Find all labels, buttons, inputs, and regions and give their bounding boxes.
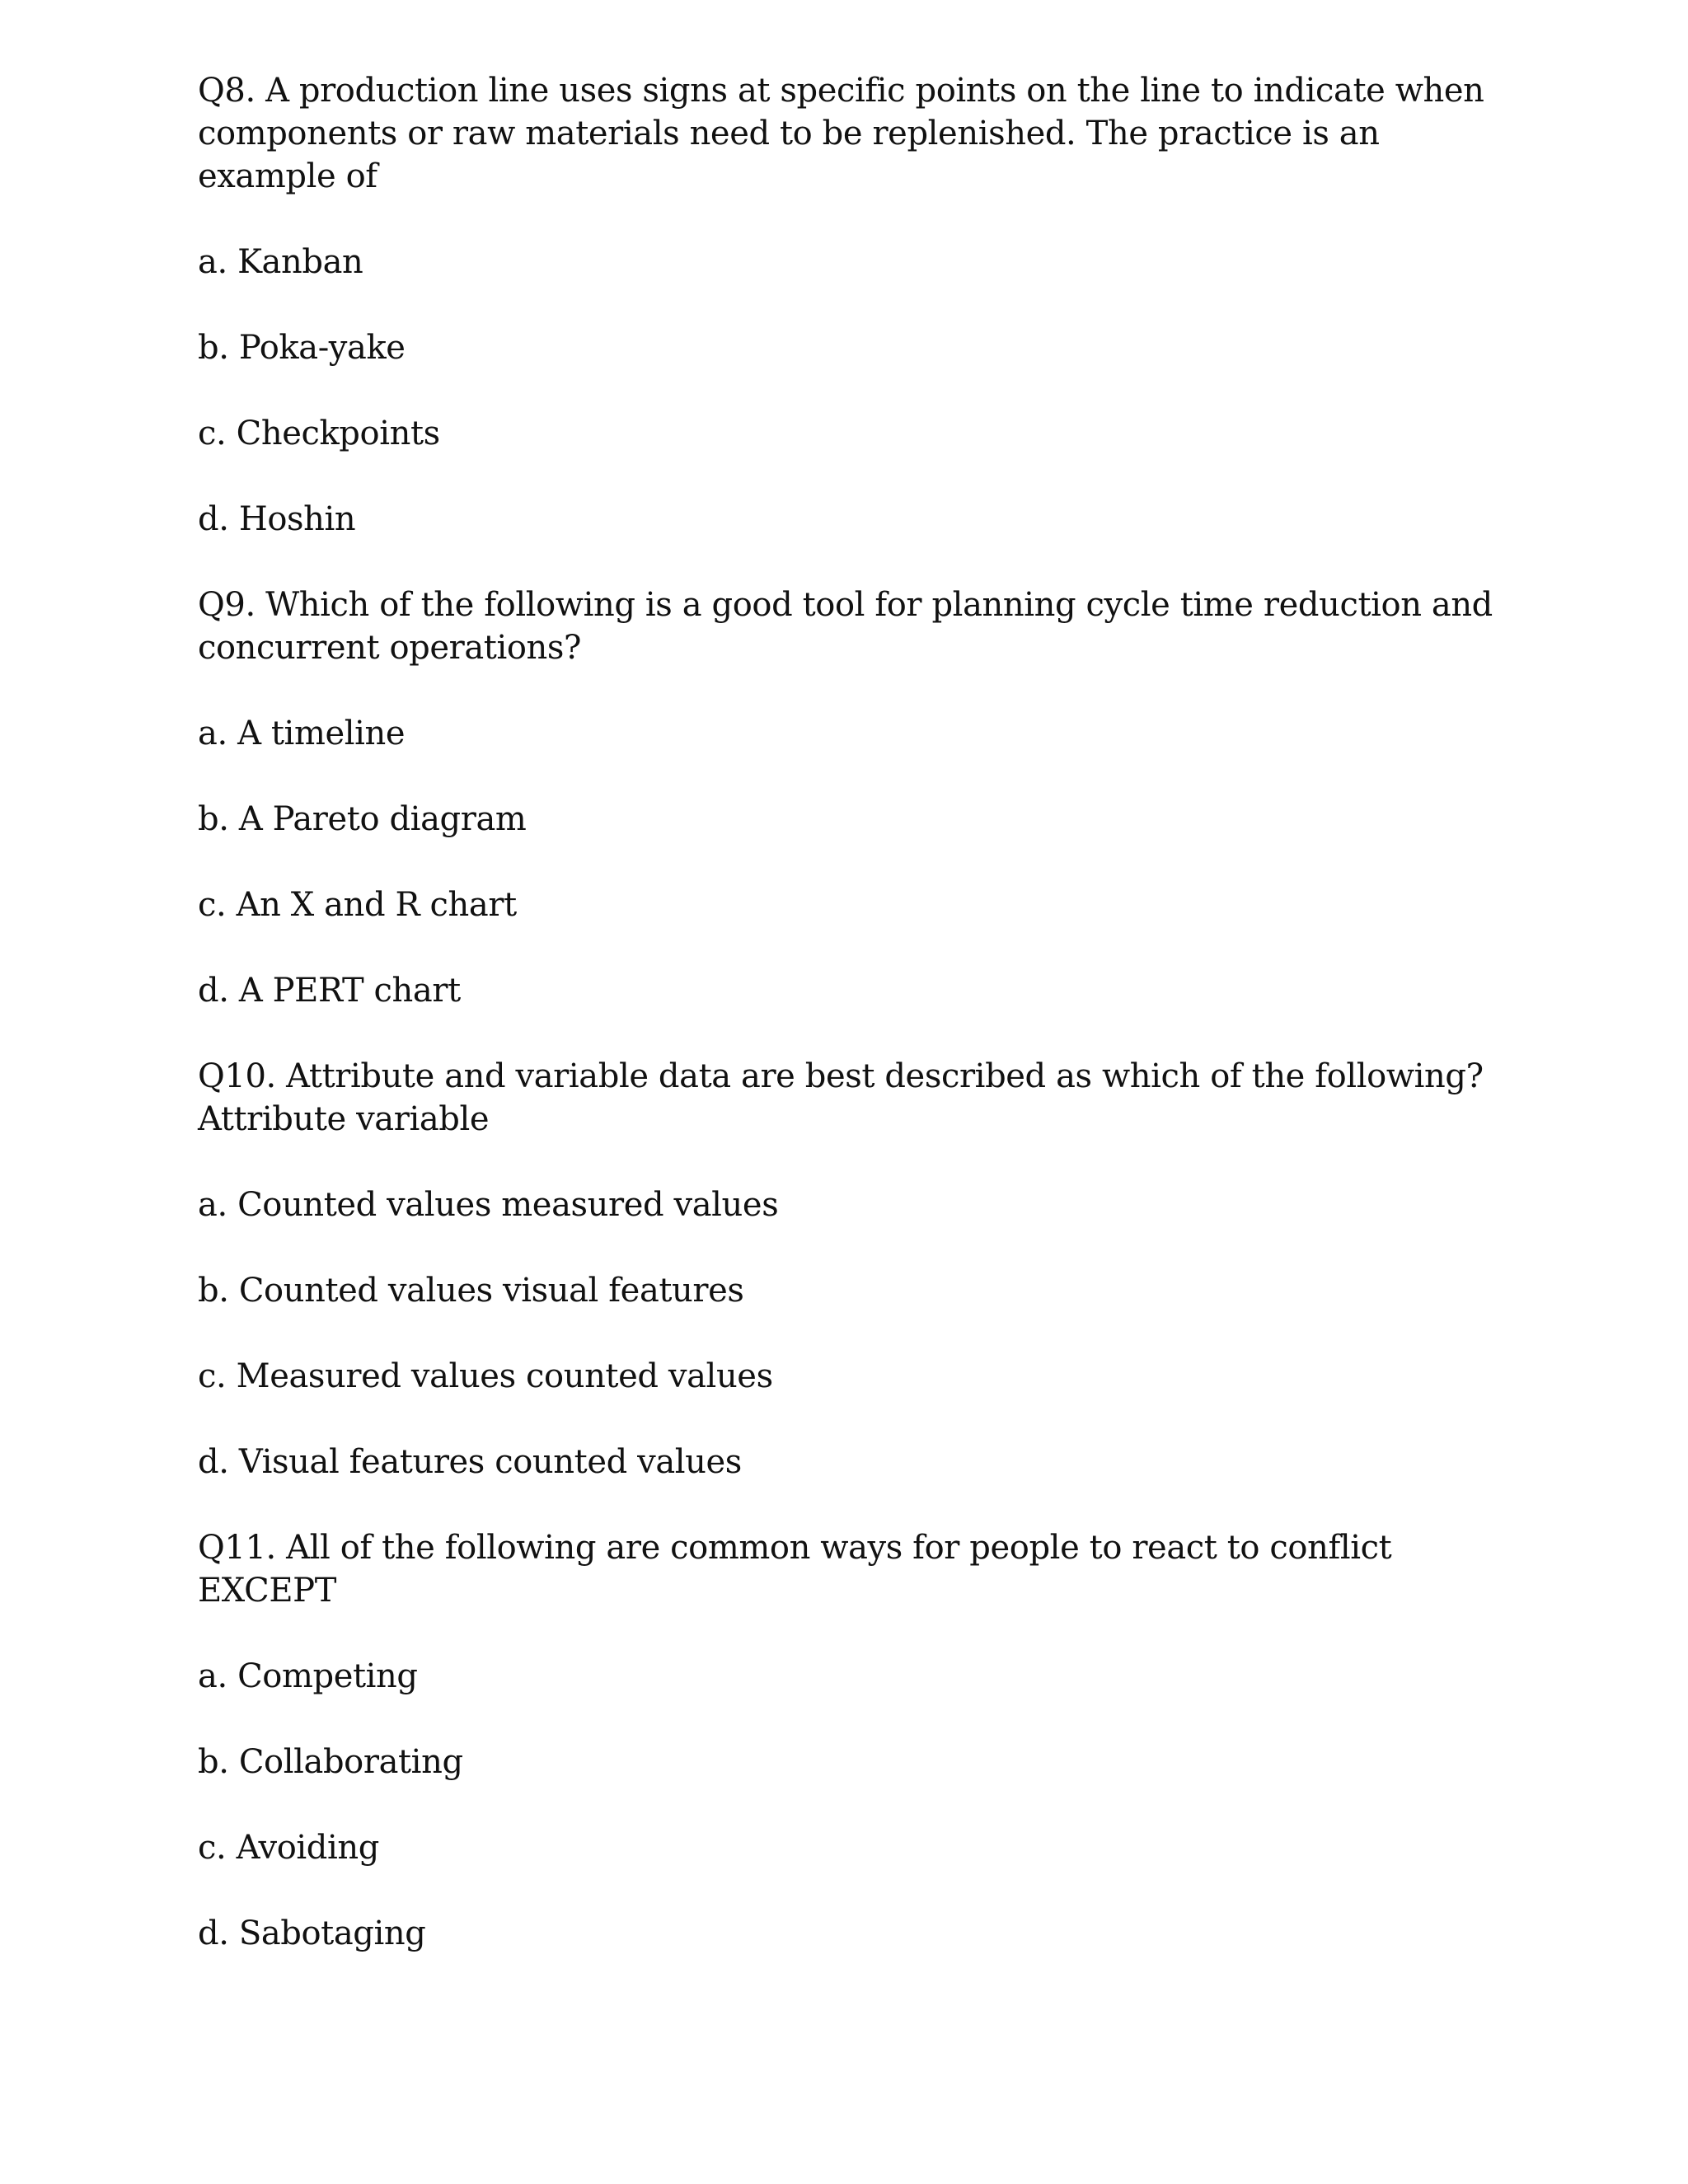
option-b: b. Poka-yake: [198, 329, 406, 367]
question-block-q10: [198, 1055, 1523, 1483]
option-a: a. A timeline: [198, 715, 406, 752]
option-d: d. Visual features counted values: [198, 1443, 742, 1481]
option-c: c. Checkpoints: [198, 415, 440, 452]
option-b: b. Collaborating: [198, 1743, 463, 1781]
option-c: c. Measured values counted values: [198, 1357, 773, 1395]
question-text: Q8. A production line uses signs at specific points on the line to indicate when components or raw materials need to be replenished. The practice is an example of: [198, 72, 1484, 195]
question-block-q9: [198, 583, 1523, 1012]
option-c: c. An X and R chart: [198, 886, 517, 924]
option-a: a. Counted values measured values: [198, 1186, 779, 1224]
question-block-q8: [198, 69, 1523, 541]
question-block-q11: [198, 1526, 1523, 1955]
question-text: Q10. Attribute and variable data are best described as which of the following? Attribute variable: [198, 1057, 1484, 1138]
option-d: d. Hoshin: [198, 500, 356, 538]
option-a: a. Kanban: [198, 243, 363, 281]
option-b: b. A Pareto diagram: [198, 800, 527, 838]
question-text: Q11. All of the following are common ways for people to react to conflict EXCEPT: [198, 1529, 1392, 1610]
option-d: d. Sabotaging: [198, 1915, 426, 1952]
option-d: d. A PERT chart: [198, 972, 461, 1010]
option-b: b. Counted values visual features: [198, 1272, 744, 1310]
option-a: a. Competing: [198, 1657, 418, 1695]
option-c: c. Avoiding: [198, 1829, 379, 1867]
question-text: Q9. Which of the following is a good tool for planning cycle time reduction and concurrent operations?: [198, 586, 1493, 667]
